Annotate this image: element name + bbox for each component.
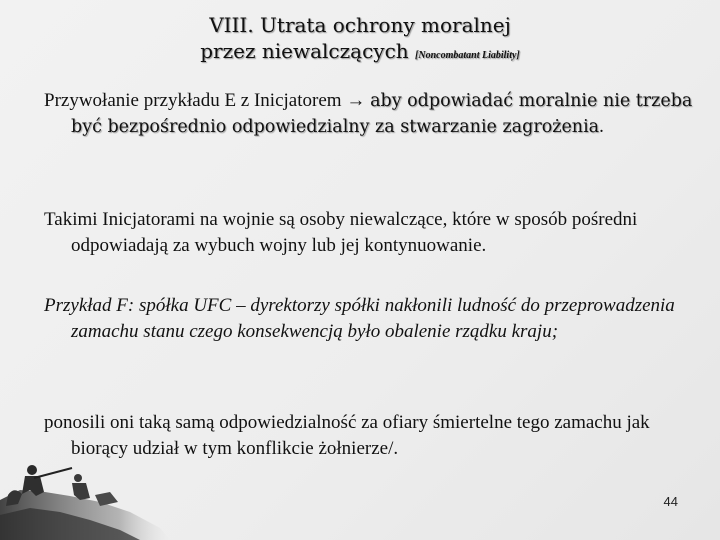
paragraph-example-f: Przykład F: spółka UFC – dyrektorzy spółki nakłonili ludność do przeprowadzenia zamachu stanu czego konsekwencją było obalenie rządku kraju; (44, 295, 675, 342)
paragraph-responsibility: ponosili oni taką samą odpowiedzialność za ofiary śmiertelne tego zamachu jak biorący udział w tym konflikcie żołnierze/. (44, 412, 650, 459)
soldiers-illustration (0, 440, 170, 540)
paragraph-noncombatants: Takimi Inicjatorami na wojnie są osoby niewalczące, które w sposób pośredni odpowiadają za wybuch wojny lub jej kontynuowanie. (44, 209, 638, 256)
p1-end: . (599, 116, 604, 137)
page-number: 44 (663, 494, 678, 509)
slide-title (0, 12, 720, 69)
p1-emphasis: aby odpowiadać moralnie nie trzeba być bezpośrednio odpowiedzialny za stwarzanie zagrożenia (71, 91, 693, 137)
title-main: przez niewalczących (200, 39, 409, 63)
title-line-2 (0, 38, 720, 69)
arrow-icon: → (346, 90, 366, 111)
p1-lead: Przywołanie przykładu E z Inicjatorem (44, 90, 347, 111)
title-note: [Noncombatant Liability] (415, 50, 520, 61)
title-line-1: VIII. Utrata ochrony moralnej (209, 13, 511, 37)
paragraph-initiator (44, 88, 711, 140)
